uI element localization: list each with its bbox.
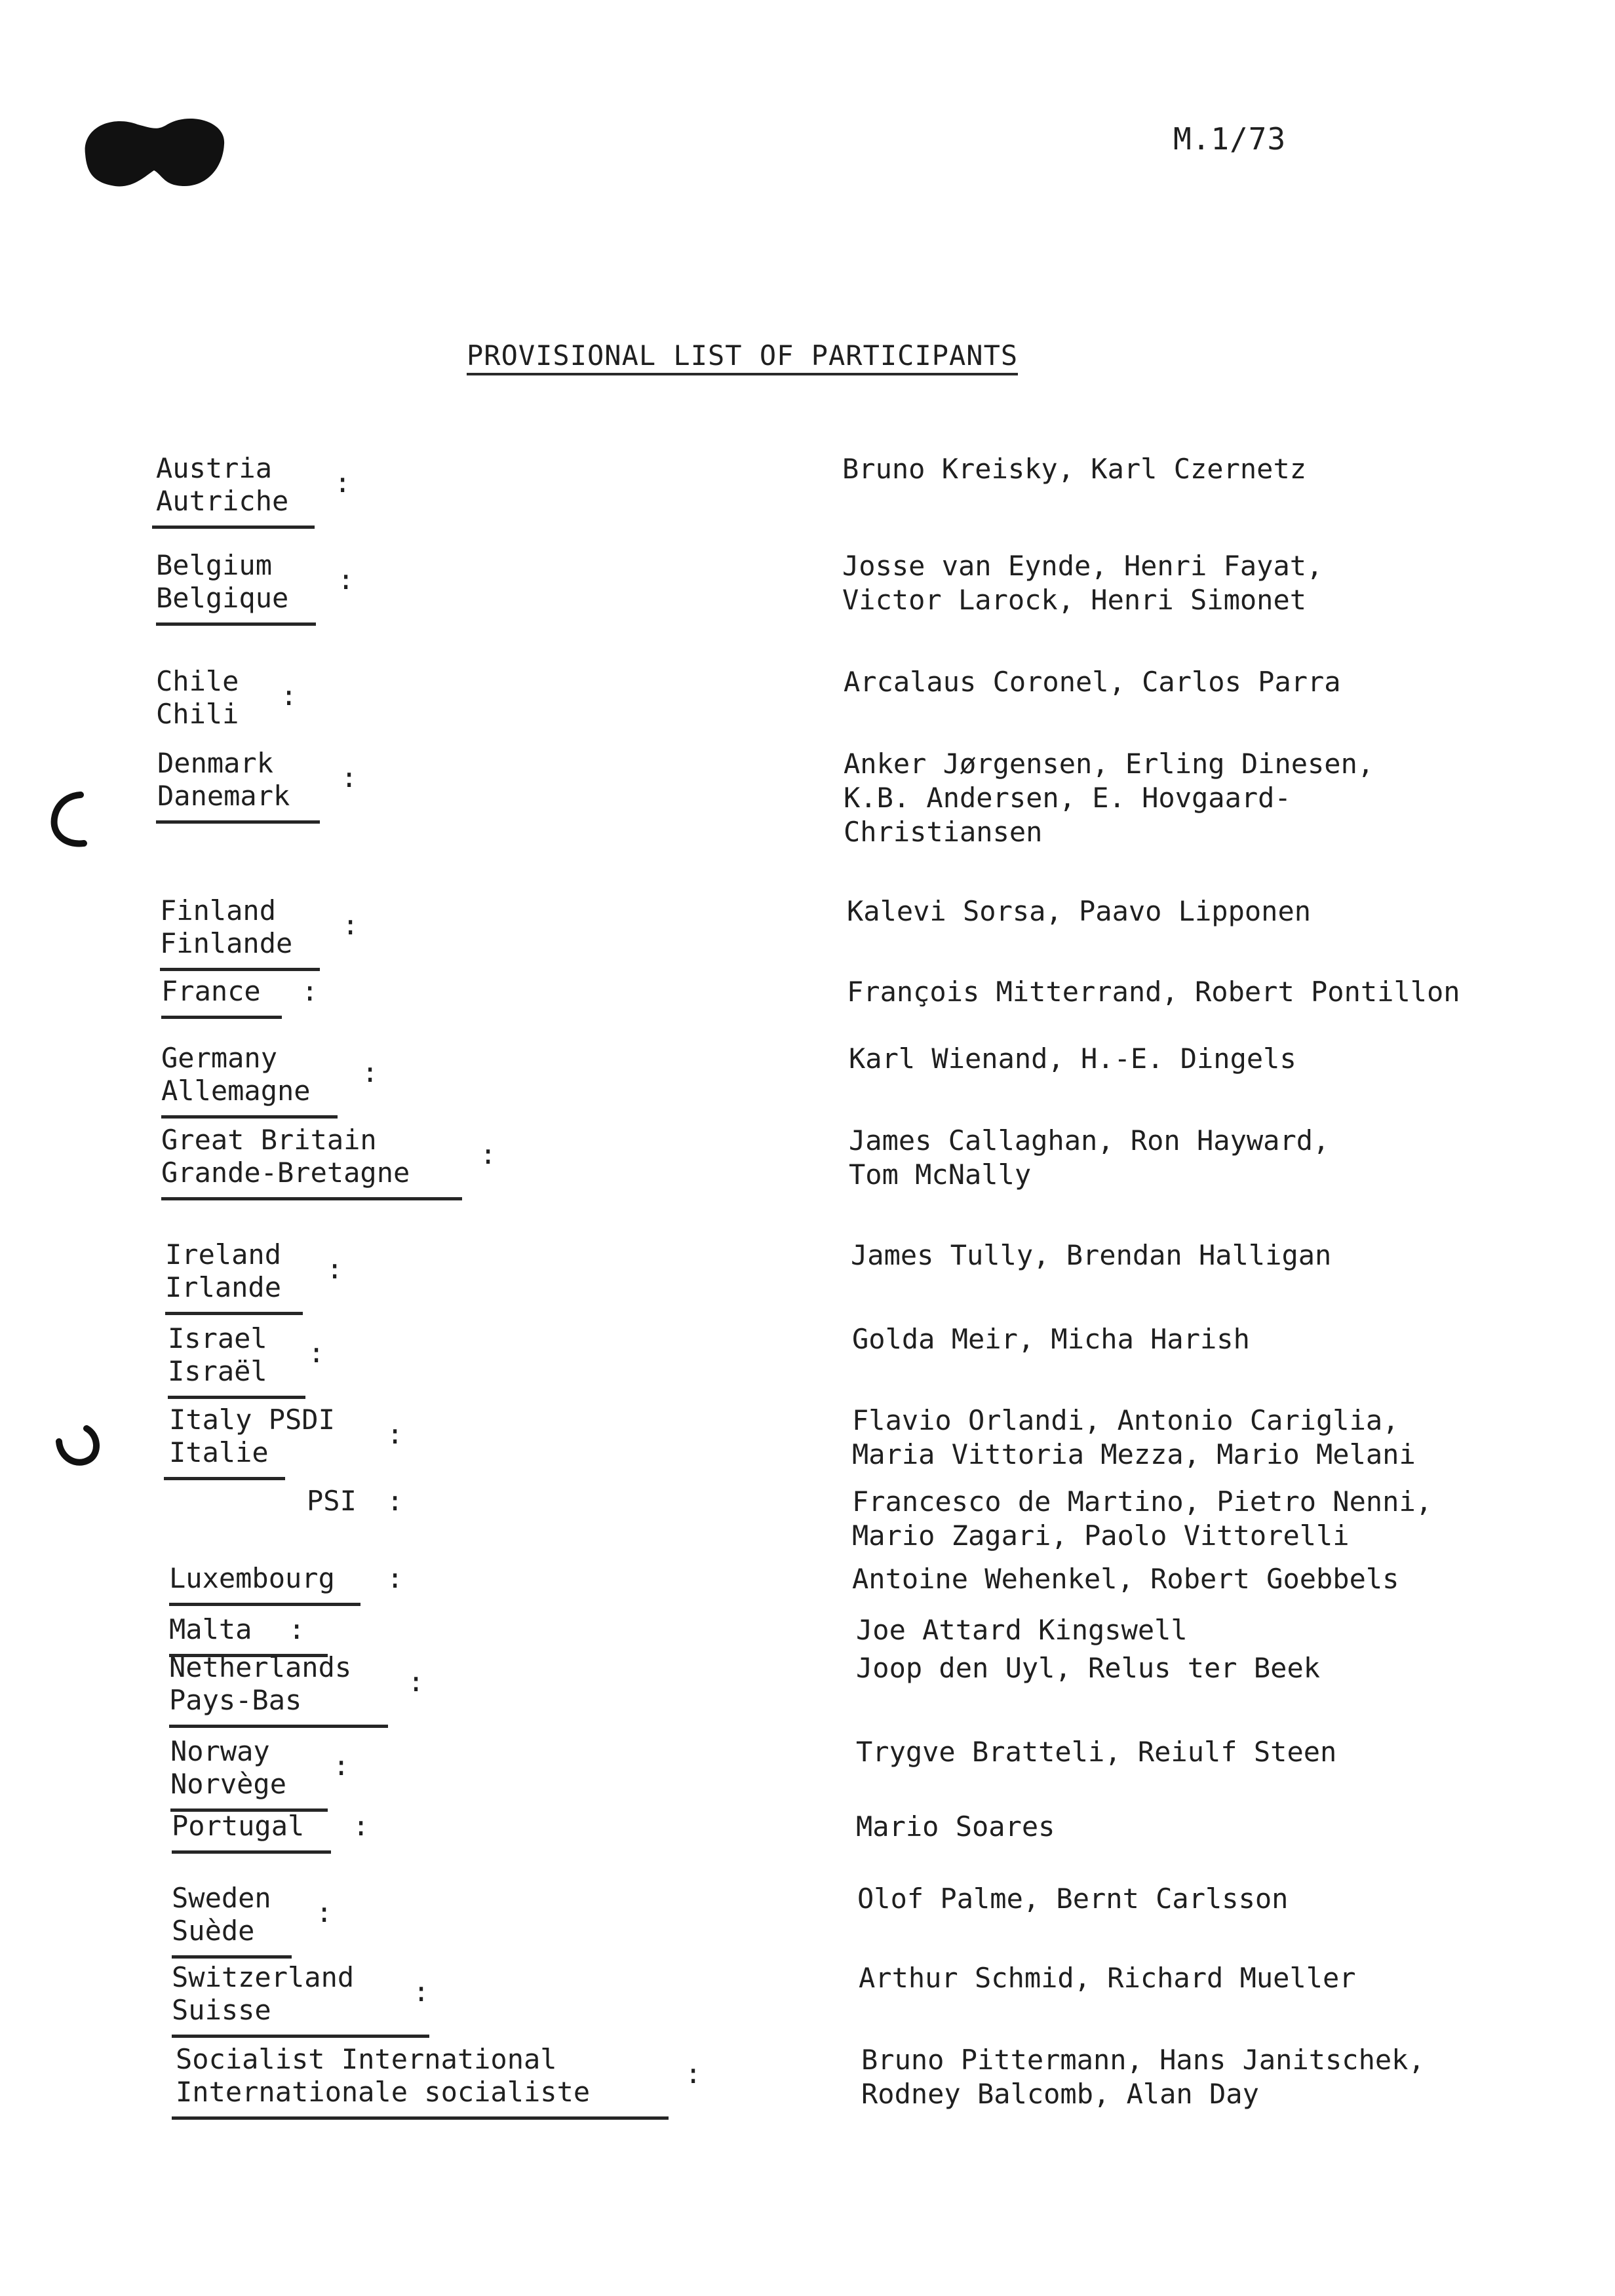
- delegate-names: [857, 1882, 1288, 1916]
- country-name-english: Malta: [169, 1613, 252, 1645]
- delegate-names: [847, 894, 1311, 928]
- delegate-line: François Mitterrand, Robert Pontillon: [847, 976, 1460, 1008]
- country-name: [156, 549, 288, 615]
- separator-colon: :: [308, 1337, 325, 1369]
- country-name-english: Belgium: [156, 549, 273, 581]
- delegate-names: [856, 1810, 1055, 1844]
- document-reference: M.1/73: [1173, 121, 1287, 157]
- separator-colon: :: [362, 1056, 379, 1088]
- delegate-line: Christiansen: [844, 816, 1043, 848]
- country-name-french: Italie: [169, 1436, 269, 1468]
- country-underline: [152, 526, 315, 529]
- country-name: [172, 1810, 304, 1843]
- separator-colon: :: [387, 1485, 404, 1517]
- punch-hole-mark: [54, 1412, 106, 1471]
- delegate-names: [852, 1562, 1399, 1596]
- delegate-line: Bruno Pittermann, Hans Janitschek,: [861, 2044, 1425, 2076]
- country-name: [168, 1322, 267, 1388]
- country-name-english: Switzerland: [172, 1961, 355, 1993]
- separator-colon: :: [341, 761, 358, 794]
- delegate-line: Karl Wienand, H.-E. Dingels: [849, 1043, 1296, 1075]
- separator-colon: :: [326, 1253, 343, 1285]
- country-name-french: Chili: [156, 698, 239, 730]
- country-name: [170, 1735, 286, 1801]
- delegate-line: Maria Vittoria Mezza, Mario Melani: [852, 1438, 1416, 1470]
- separator-colon: :: [302, 975, 319, 1007]
- country-name-french: Danemark: [157, 780, 290, 812]
- country-name-french: Israël: [168, 1355, 267, 1387]
- country-name: [161, 1124, 410, 1189]
- country-name-french: Irlande: [165, 1271, 282, 1303]
- separator-colon: :: [333, 1750, 350, 1782]
- delegate-line: James Callaghan, Ron Hayward,: [849, 1124, 1330, 1157]
- delegate-names: [842, 452, 1306, 486]
- country-name: [157, 747, 290, 813]
- delegate-line: Rodney Balcomb, Alan Day: [861, 2078, 1259, 2110]
- country-name-english: Italy PSDI: [169, 1404, 335, 1436]
- country-underline: [172, 2035, 429, 2038]
- country-name: [161, 1042, 311, 1107]
- country-name-english: Netherlands: [169, 1651, 352, 1683]
- delegate-names: [856, 1735, 1336, 1769]
- delegate-line: Joe Attard Kingswell: [856, 1614, 1188, 1646]
- country-underline: [156, 622, 316, 626]
- country-name-english: Norway: [170, 1735, 270, 1767]
- country-underline: [172, 2116, 669, 2120]
- country-name-french: Norvège: [170, 1768, 287, 1800]
- delegate-names: [849, 1042, 1296, 1076]
- delegate-names: [849, 1124, 1329, 1192]
- separator-colon: :: [316, 1896, 333, 1928]
- country-name-english: Ireland: [165, 1238, 282, 1271]
- country-name: [176, 2043, 590, 2109]
- delegate-line: James Tully, Brendan Halligan: [851, 1239, 1332, 1271]
- country-underline: [169, 1603, 360, 1606]
- country-name-english: Portugal: [172, 1810, 305, 1842]
- country-name-french: Suisse: [172, 1994, 271, 2026]
- country-name-french: Autriche: [156, 485, 289, 517]
- country-name-english: France: [161, 975, 261, 1007]
- delegate-line: Josse van Eynde, Henri Fayat,: [842, 550, 1323, 582]
- separator-colon: :: [288, 1613, 305, 1645]
- country-name-french: Pays-Bas: [169, 1684, 302, 1716]
- delegate-line: Arcalaus Coronel, Carlos Parra: [844, 666, 1341, 698]
- delegate-names: [852, 1485, 1432, 1553]
- country-name-french: Suède: [172, 1915, 255, 1947]
- delegate-line: Francesco de Martino, Pietro Nenni,: [852, 1485, 1433, 1518]
- delegate-names: [847, 975, 1460, 1009]
- country-name-english: Chile: [156, 665, 239, 697]
- country-name: [169, 1651, 351, 1717]
- country-name: [156, 665, 239, 731]
- country-underline: [172, 1850, 331, 1854]
- country-name: [165, 1238, 281, 1304]
- delegate-names: [852, 1404, 1416, 1472]
- country-name: [156, 452, 288, 518]
- delegate-line: Flavio Orlandi, Antonio Cariglia,: [852, 1404, 1399, 1436]
- delegate-line: Victor Larock, Henri Simonet: [842, 584, 1307, 616]
- country-name: [172, 1882, 271, 1947]
- ink-blot-mark: [79, 108, 229, 193]
- country-underline: [169, 1725, 388, 1728]
- country-name-english: Denmark: [157, 747, 274, 779]
- country-name-french: Allemagne: [161, 1075, 311, 1107]
- country-name: [169, 1404, 335, 1469]
- country-name-english: Germany: [161, 1042, 278, 1074]
- delegate-names: [856, 1613, 1188, 1647]
- country-name: [169, 1562, 335, 1595]
- delegate-line: Mario Soares: [856, 1810, 1055, 1843]
- page-title: PROVISIONAL LIST OF PARTICIPANTS: [467, 339, 1018, 375]
- country-underline: [168, 1396, 305, 1399]
- delegate-names: [852, 1322, 1250, 1356]
- country-name-french: Internationale socialiste: [176, 2076, 591, 2108]
- separator-colon: :: [413, 1976, 430, 2008]
- delegate-line: Trygve Bratteli, Reiulf Steen: [856, 1736, 1337, 1768]
- delegate-names: [856, 1651, 1320, 1685]
- country-name: [161, 975, 261, 1008]
- punch-hole-mark: [45, 790, 97, 849]
- delegate-line: Bruno Kreisky, Karl Czernetz: [842, 453, 1307, 485]
- country-underline: [164, 1477, 285, 1480]
- delegate-line: Mario Zagari, Paolo Vittorelli: [852, 1520, 1350, 1552]
- separator-colon: :: [387, 1562, 404, 1594]
- delegate-line: K.B. Andersen, E. Hovgaard-: [844, 782, 1291, 814]
- country-underline: [172, 1955, 292, 1959]
- country-underline: [161, 1197, 462, 1200]
- country-underline: [160, 968, 320, 971]
- delegate-names: [844, 665, 1341, 699]
- separator-colon: :: [338, 564, 355, 596]
- country-name-english: Finland: [160, 894, 277, 927]
- delegate-line: Anker Jørgensen, Erling Dinesen,: [844, 748, 1374, 780]
- separator-colon: :: [281, 679, 298, 712]
- delegate-line: Tom McNally: [849, 1158, 1032, 1191]
- country-name-english: Great Britain: [161, 1124, 377, 1156]
- country-name: [160, 894, 292, 960]
- country-name-english: Socialist International: [176, 2043, 557, 2075]
- country-name-english: Israel: [168, 1322, 267, 1354]
- country-name: [169, 1613, 252, 1646]
- delegate-line: Olof Palme, Bernt Carlsson: [857, 1883, 1289, 1915]
- delegate-names: [861, 2043, 1425, 2111]
- separator-colon: :: [353, 1810, 370, 1842]
- separator-colon: :: [387, 1418, 404, 1450]
- separator-colon: :: [480, 1138, 497, 1170]
- country-name-french: Grande-Bretagne: [161, 1157, 410, 1189]
- delegate-names: [851, 1238, 1331, 1272]
- country-name-english: PSI: [307, 1485, 357, 1517]
- country-name-french: Finlande: [160, 927, 293, 959]
- country-name-english: Luxembourg: [169, 1562, 335, 1594]
- country-name: [172, 1961, 354, 2027]
- delegate-names: [842, 549, 1323, 617]
- delegate-line: Golda Meir, Micha Harish: [852, 1323, 1250, 1355]
- separator-colon: :: [334, 467, 351, 499]
- separator-colon: :: [342, 909, 359, 941]
- country-underline: [156, 820, 320, 824]
- country-underline: [165, 1312, 303, 1315]
- separator-colon: :: [685, 2057, 702, 2090]
- country-underline: [161, 1016, 282, 1019]
- country-name-english: Sweden: [172, 1882, 271, 1914]
- country-underline: [161, 1115, 338, 1119]
- delegate-names: [859, 1961, 1356, 1995]
- delegate-line: Kalevi Sorsa, Paavo Lipponen: [847, 895, 1312, 927]
- delegate-names: [844, 747, 1374, 849]
- country-name: [307, 1485, 357, 1518]
- delegate-line: Antoine Wehenkel, Robert Goebbels: [852, 1563, 1399, 1595]
- delegate-line: Arthur Schmid, Richard Mueller: [859, 1962, 1356, 1994]
- delegate-line: Joop den Uyl, Relus ter Beek: [856, 1652, 1321, 1684]
- separator-colon: :: [408, 1666, 425, 1698]
- country-name-french: Belgique: [156, 582, 289, 614]
- country-name-english: Austria: [156, 452, 273, 484]
